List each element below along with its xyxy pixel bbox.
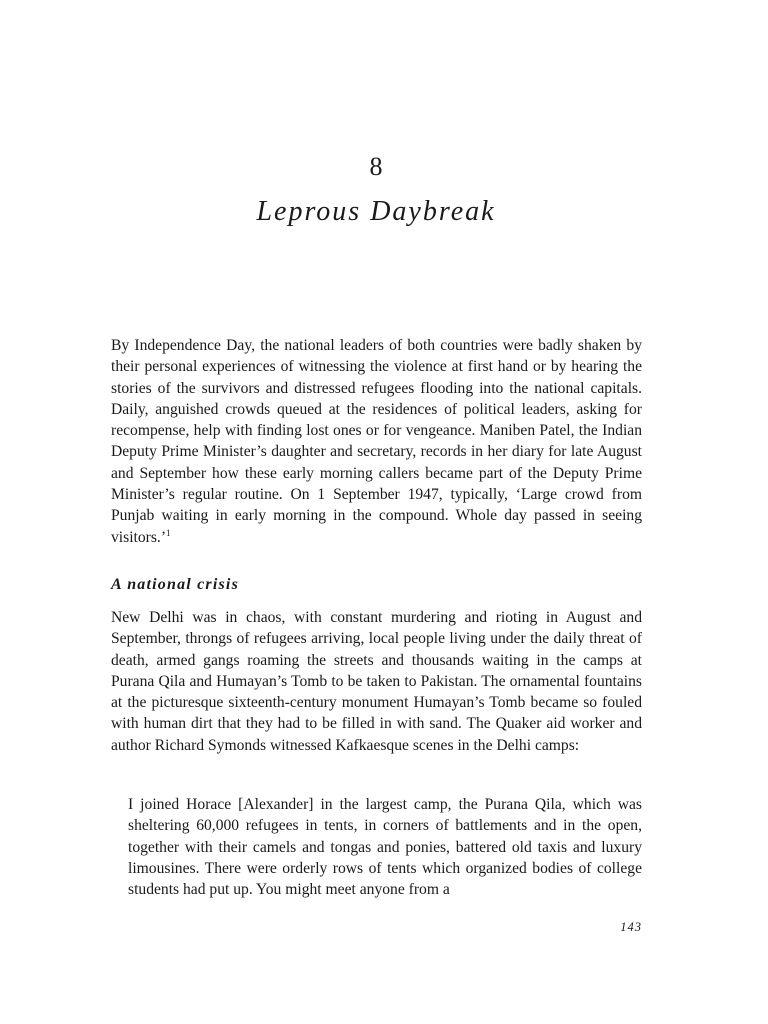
opening-paragraph <box>111 335 642 548</box>
chapter-number: 8 <box>369 152 383 181</box>
section-paragraph: New Delhi was in chaos, with constant murdering and rioting in August and September, throngs of refugees arriving, local people living under the daily threat of death, armed gangs roaming the streets and thousands waiting in the camps at Purana Qila and Humayan’s Tomb to be taken to Pakistan. The ornamental fountains at the picturesque sixteenth-century monument Humayan’s Tomb became so fouled with human dirt that they had to be filled in with sand. The Quaker aid worker and author Richard Symonds witnessed Kafkaesque scenes in the Delhi camps: <box>111 609 642 754</box>
opening-paragraph-text: By Independence Day, the national leaders of both countries were badly shaken by their personal experiences of witnessing the violence at first hand or by hearing the stories of the survivors and distressed refugees flooding into the national capitals. Daily, anguished crowds queued at the residences of political leaders, asking for recompense, help with finding lost ones or for vengeance. Maniben Patel, the Indian Deputy Prime Minister’s daughter and secretary, records in her diary for late August and September how these early morning callers became part of the Deputy Prime Minister’s regular routine. On 1 September 1947, typically, ‘Large crowd from Punjab waiting in early morning in the compound. Whole day passed in seeing visitors.’ <box>111 337 642 546</box>
footnote-marker[interactable]: 1 <box>166 527 171 538</box>
chapter-title: Leprous Daybreak <box>256 196 496 227</box>
section-heading: A national crisis <box>111 576 239 593</box>
block-quote: I joined Horace [Alexander] in the largest camp, the Purana Qila, which was sheltering 60,000 refugees in tents, in corners of battlements and in the open, together with their camels and tongas and ponies, battered old taxis and luxury limousines. There were orderly rows of tents which organized bodies of college students had put up. You might meet anyone from a <box>128 796 642 899</box>
page-number: 143 <box>620 920 642 934</box>
